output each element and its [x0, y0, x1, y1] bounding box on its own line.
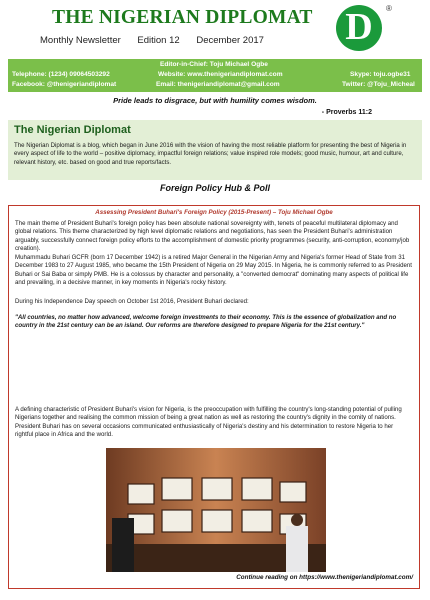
masthead [0, 0, 430, 58]
gallery-photo-icon [106, 448, 326, 572]
continue-reading-link[interactable]: Continue reading on https://www.thenigeriandiplomat.com/ [236, 574, 413, 581]
intro-text: The Nigerian Diplomat is a blog, which began in June 2016 with the vision of having the most reliable platform for presenting the best of Nigeria in every aspect of life to the world – positive diplomacy, impactful foreign relations; value inspired role models; good music, humour, art and culture, relevant history, etc. based on good and true reports/facts. [14, 142, 407, 166]
article-title: Assessing President Buhari's Foreign Policy (2015-Present) – Toju Michael Ogbe [95, 209, 333, 216]
quote-text: Pride leads to disgrace, but with humility comes wisdom. [113, 96, 317, 105]
website-link[interactable]: Website: www.thenigeriandiplomat.com [158, 71, 283, 78]
article-paragraph-3: During his Independence Day speech on October 1st 2016, President Buhari declared: [15, 298, 249, 305]
newsletter-type: Monthly Newsletter [40, 35, 121, 46]
issue-date: December 2017 [196, 35, 264, 46]
contact-band [8, 59, 422, 92]
facebook-link[interactable]: Facebook: @thenigeriandiplomat [12, 81, 117, 88]
intro-title: The Nigerian Diplomat [14, 124, 131, 136]
logo-letter: D [345, 6, 373, 48]
email-link[interactable]: Email: thenigeriandiplomat@gmail.com [156, 81, 280, 88]
diplomat-logo-icon [336, 5, 382, 51]
skype-handle: Skype: toju.ogbe31 [350, 71, 411, 78]
article-paragraph-5: A defining characteristic of President Buhari's vision for Nigeria, is the preoccupation with fulfilling the country's long-standing potential of pulling Nigerians together and realising the common mission of being a great nation as well as restoring the country's dignity in the comity of nations. President Buhari has on several occasions communicated enthusiastically of Nigeria's destiny and his determination to restore Nigeria to her rightful place in Africa and the world. [15, 406, 402, 438]
edition-number: Edition 12 [137, 35, 180, 46]
registered-mark: ® [386, 4, 392, 13]
twitter-link[interactable]: Twitter: @Toju_Micheal [342, 81, 415, 88]
article-box [8, 205, 420, 589]
newsletter-title: THE NIGERIAN DIPLOMAT [52, 7, 313, 28]
article-quote: "All countries, no matter how advanced, welcome foreign investments to their economy. This is the essence of globalization and no country in the 21st century can be an island. Our reforms are therefore designed to prepare Nigeria for the 21st century." [15, 314, 397, 330]
hub-title: Foreign Policy Hub & Poll [159, 183, 270, 193]
article-paragraph-2: Muhammadu Buhari GCFR (born 17 December 1942) is a retired Major General in the Nigerian Army and Nigeria's former Head of State from 31 December 1983 to 27 August 1985, who became the 15th President of Nigeria on 29 May 2015. In Nigeria, he is commonly referred to as President Buhari or Sai Baba or simply PMB. He is a colossus by character and personality, a "converted democrat" dominating many aspects of political life and prevailing, in a decisive manner, in key moments in Nigeria's rocky history. [15, 254, 412, 286]
intro-box [8, 120, 422, 180]
article-photo [106, 448, 326, 572]
quote-source: - Proverbs 11:2 [321, 109, 372, 116]
editor-in-chief: Editor-in-Chief: Toju Michael Ogbe [160, 61, 268, 68]
article-paragraph-1: The main theme of President Buhari's foreign policy has been absolute national sovereignty with, tenets of peaceful multilateral diplomacy and global relations. This theme characterized by high level diplomatic relations and negotiations, has seen the President Buhari's administration arguably, successfully connect foreign policy efforts to the accomplishment of domestic priority programmes (security, anti-corruption, economy/job creation). [15, 220, 410, 252]
telephone: Telephone: (1234) 09064503292 [12, 71, 110, 78]
masthead-subtitle [40, 35, 278, 46]
